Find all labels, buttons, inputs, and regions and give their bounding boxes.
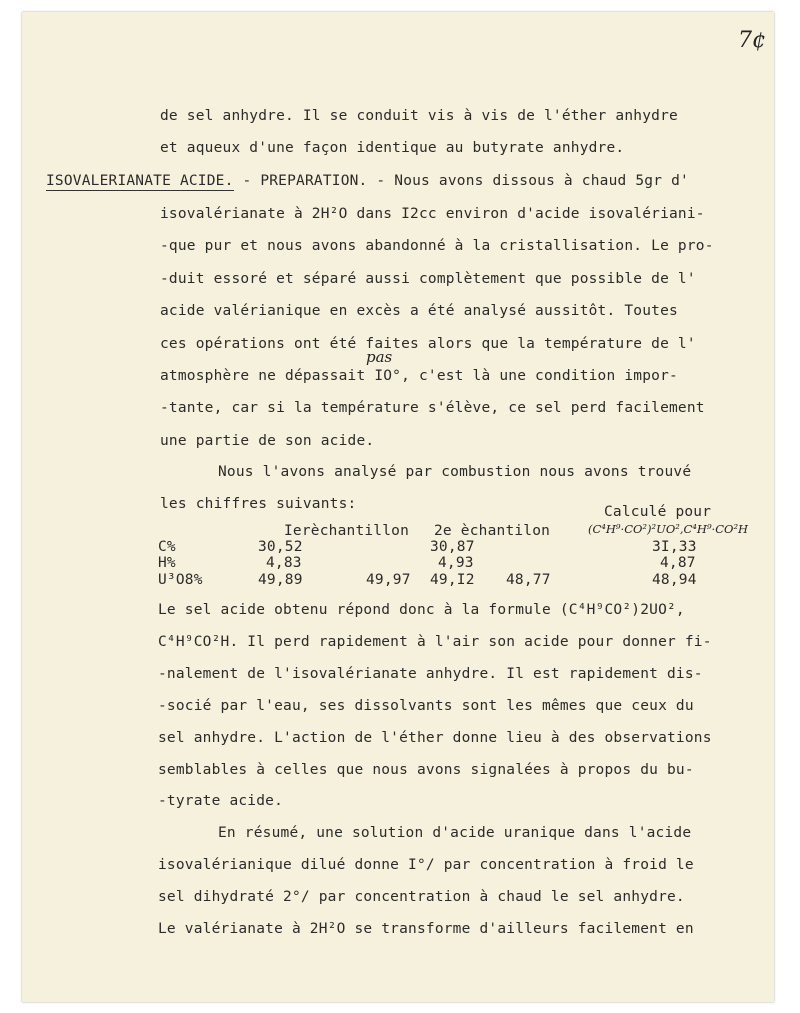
table-cell: 30,52 <box>258 539 303 555</box>
text-line: C⁴H⁹CO²H. Il perd rapidement à l'air son acide pour donner fi- <box>158 634 712 650</box>
text-line: semblables à celles que nous avons signalées à propos du bu- <box>158 762 694 778</box>
table-cell: 49,97 <box>366 572 411 588</box>
handwritten-insertion: pas <box>366 348 393 366</box>
text-line: -que pur et nous avons abandonné à la cristallisation. Le pro- <box>160 238 714 254</box>
calc-header: Calculé pour <box>604 504 712 520</box>
text-line: Le valérianate à 2H²O se transforme d'ailleurs facilement en <box>158 921 694 937</box>
text-line: ces opérations ont été faites alors que la température de l' <box>160 336 696 352</box>
table-cell: 48,77 <box>506 572 551 588</box>
table-row-label: H% <box>158 555 176 571</box>
text-line: Le sel acide obtenu répond donc à la formule (C⁴H⁹CO²)2UO², <box>158 602 685 618</box>
table-cell: 4,83 <box>266 555 302 571</box>
text-line: -duit essoré et séparé aussi complètement que possible de l' <box>160 271 696 287</box>
text-line: -tante, car si la température s'élève, ce sel perd facilement <box>160 400 705 416</box>
text-line: En résumé, une solution d'acide uranique dans l'acide <box>218 825 692 841</box>
section-heading-line <box>46 173 689 189</box>
col-header-sample-2: 2e èchantilon <box>434 523 551 539</box>
table-cell: 4,93 <box>438 555 474 571</box>
typewritten-page <box>22 12 774 1002</box>
table-cell: 3I,33 <box>652 539 697 555</box>
table-cell: 49,I2 <box>430 572 475 588</box>
text-line: une partie de son acide. <box>160 433 375 449</box>
text-line: les chiffres suivants: <box>160 496 357 512</box>
heading-continuation: - PREPARATION. - Nous avons dissous à chaud 5gr d' <box>233 173 689 189</box>
table-row-label: C% <box>158 539 176 555</box>
calc-handwritten-formula: (C⁴H⁹·CO²)²UO²,C⁴H⁹·CO²H <box>588 522 749 536</box>
text-line: atmosphère ne dépassait IO°, c'est là une condition impor- <box>160 368 678 384</box>
table-row-label: U³O8% <box>158 572 203 588</box>
page-number: 7¢ <box>738 28 766 53</box>
text-line: Nous l'avons analysé par combustion nous avons trouvé <box>218 464 692 480</box>
text-line: de sel anhydre. Il se conduit vis à vis de l'éther anhydre <box>160 108 678 124</box>
text-line: acide valérianique en excès a été analysé aussitôt. Toutes <box>160 303 678 319</box>
table-cell: 30,87 <box>430 539 475 555</box>
text-line: isovalérianate à 2H²O dans I2cc environ d'acide isovalériani- <box>160 206 705 222</box>
text-line: et aqueux d'une façon identique au butyrate anhydre. <box>160 140 625 156</box>
text-line: -nalement de l'isovalérianate anhydre. Il est rapidement dis- <box>158 666 703 682</box>
text-line: sel anhydre. L'action de l'éther donne lieu à des observations <box>158 730 712 746</box>
text-line: isovalérianique dilué donne I°/ par concentration à froid le <box>158 857 694 873</box>
table-cell: 4,87 <box>660 555 696 571</box>
text-line: -socié par l'eau, ses dissolvants sont les mêmes que ceux du <box>158 698 694 714</box>
text-line: -tyrate acide. <box>158 793 284 809</box>
section-heading: ISOVALERIANATE ACIDE. <box>46 173 234 189</box>
table-cell: 48,94 <box>652 572 697 588</box>
col-header-sample-1: Ierèchantillon <box>284 523 410 539</box>
text-line: sel dihydraté 2°/ par concentration à chaud le sel anhydre. <box>158 889 685 905</box>
table-cell: 49,89 <box>258 572 303 588</box>
